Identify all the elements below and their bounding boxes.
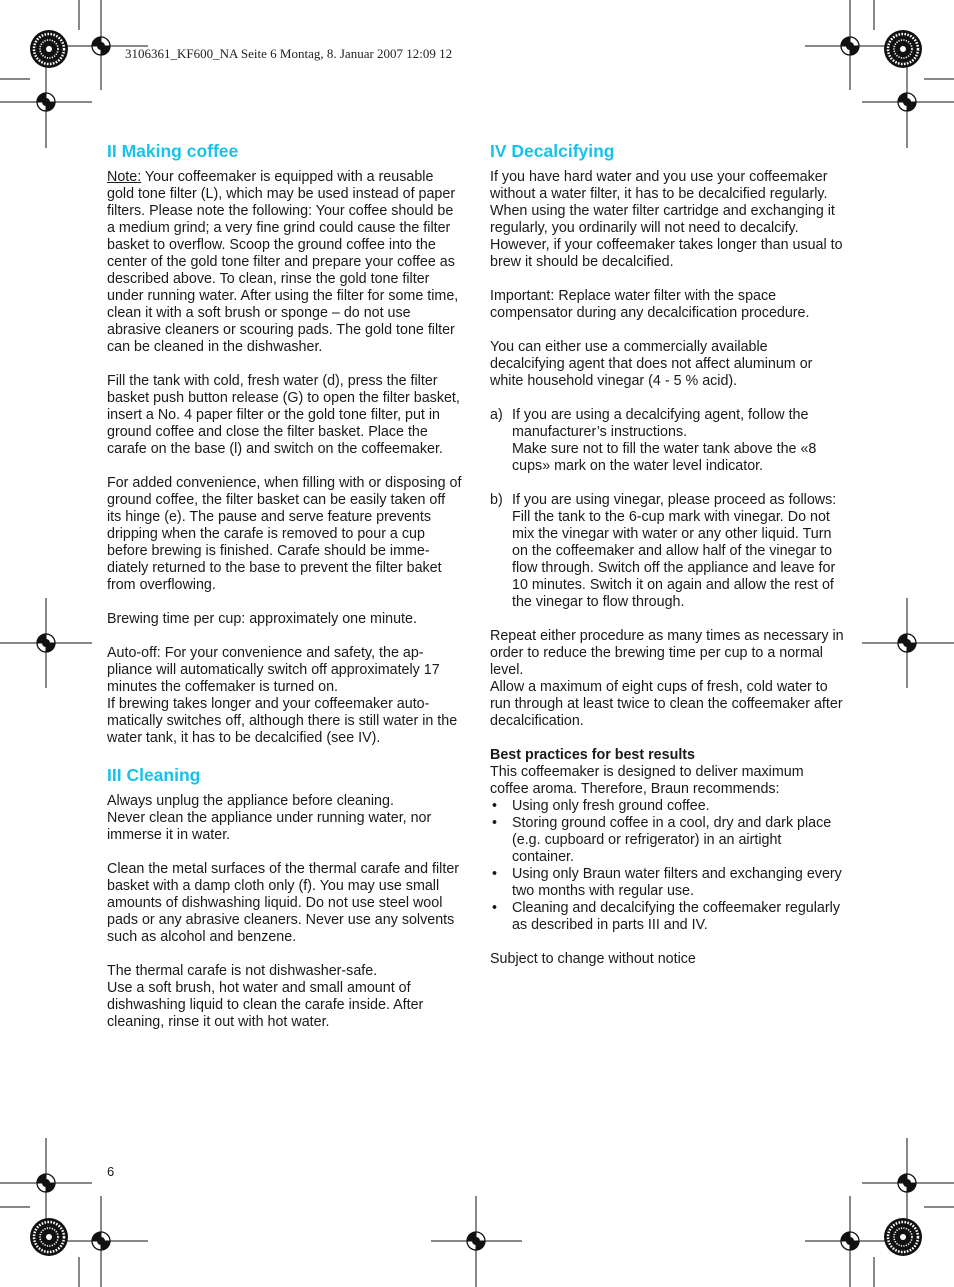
print-slug: 3106361_KF600_NA Seite 6 Montag, 8. Januar 2007 12:09 12 (125, 46, 453, 61)
unplug-paragraph: Always unplug the appliance before cleaning. (107, 793, 394, 809)
best-practices-heading: Best practices for best results (490, 747, 696, 763)
not-dishwasher-safe-paragraph: The thermal carafe is not dishwasher-safe. (107, 963, 378, 979)
list-item: a) If you are using a decalcifying agent, follow the manufacturer’s instructions. Make sure not to fill the water tank above the «8 cups» mark on the water level indicator. (490, 407, 817, 474)
list-item: • Storing ground coffee in a cool, dry and dark place (e.g. cupboard or refrigerator) in an airtight container. (492, 815, 832, 865)
brewing-time-paragraph: Brewing time per cup: approximately one minute. (107, 611, 417, 627)
page-number: 6 (107, 1164, 115, 1179)
heading-cleaning: III Cleaning (107, 765, 201, 785)
decalcify-steps-b (490, 492, 846, 611)
decalcify-steps-a (490, 407, 846, 475)
fill-tank-paragraph: Fill the tank with cold, fresh water (d), press the filter basket push button release (G) to open the filter basket, insert a No. 4 paper filter or the gold tone filter, put in ground coffee and close the filter basket. Place the carafe on the base (l) and switch on the coffeemaker. (107, 373, 460, 457)
note-text: Your coffeemaker is equipped with a reusable gold tone filter (L), which may be used instead of paper filters. Please note the following: Your coffee should be a medium grind; a very fine grind could cause the filter basket to overflow. Scoop the ground coffee into the center of the gold tone filter and prepare your coffee as described above. To clean, rinse the gold tone filter under running water. After using the filter for some time, clean it with a soft brush or sponge – do not use abrasive cleaners or scouring pads. The gold tone filter can be cleaned in the dishwasher. (107, 169, 459, 355)
subject-to-change-note: Subject to change without notice (490, 951, 696, 967)
soft-brush-paragraph: Use a soft brush, hot water and small amount of dishwashing liquid to clean the carafe inside. After cleaning, rinse it out with hot water. (107, 980, 424, 1030)
hard-water-paragraph: If you have hard water and you use your coffeemaker without a water filter, it has to be decalcified regularly. When using the water filter cartridge and exchanging it regularly, you ordinarily will not need to decalcify. However, if your coffeemaker takes longer than usual to brew it should be decalcified. (490, 169, 843, 270)
repeat-paragraph: Repeat either procedure as many times as necessary in order to reduce the brewing time per cup to a normal level. (490, 628, 844, 678)
list-item: • Cleaning and decalcifying the coffeemaker regularly as described in parts III and IV. (492, 900, 840, 933)
metal-surfaces-paragraph: Clean the metal surfaces of the thermal carafe and filter basket with a damp cloth only (f). You may use small amounts of dishwashing liquid. Do not use steel wool pads or any abrasive cleaners. Never use any solvents such as alcohol and benzene. (107, 861, 460, 945)
convenience-paragraph: For added convenience, when filling with or disposing of ground coffee, the filter basket can be easily taken off its hinge (e). The pause and serve feature prevents dripping when the carafe is removed to pour a cup before brewing is finished. Carafe should be imme-diately returned to the base to prevent the filter baket from overflowing. (107, 475, 462, 593)
rinse-paragraph: Allow a maximum of eight cups of fresh, cold water to run through at least twice to clean the coffeemaker after decalcification. (490, 679, 843, 729)
heading-making-coffee: II Making coffee (107, 141, 239, 161)
auto-off-paragraph: Auto-off: For your convenience and safety, the ap-pliance will automatically switch off approximately 17 minutes the coffemaker is turned on. (107, 645, 440, 695)
right-column (490, 140, 846, 985)
list-item: b) If you are using vinegar, please proceed as follows: Fill the tank to the 6-cup mark with vinegar. Do not mix the vinegar with water or any other liquid. Turn on the coffeemaker and allow half of the vinegar to flow through. Switch off the appliance and leave for 10 minutes. Switch it on again and allow the rest of the vinegar to flow through. (490, 492, 837, 610)
list-item: • Using only fresh ground coffee. (492, 798, 710, 814)
left-column (107, 140, 463, 1048)
best-practices-list (490, 798, 846, 934)
note-label: Note: (107, 169, 142, 185)
auto-off-decalcify-paragraph: If brewing takes longer and your coffeemaker auto-matically switches off, although there is still water in the water tank, it has to be decalcified (see IV). (107, 696, 458, 746)
item-label: a) (490, 407, 503, 423)
heading-decalcifying: IV Decalcifying (490, 141, 615, 161)
never-clean-paragraph: Never clean the appliance under running water, nor immerse it in water. (107, 810, 432, 843)
note-paragraph (107, 169, 463, 356)
list-item: • Using only Braun water filters and exchanging every two months with regular use. (492, 866, 842, 899)
best-practices-intro: This coffeemaker is designed to deliver maximum coffee aroma. Therefore, Braun recommends: (490, 764, 804, 797)
agent-paragraph: You can either use a commercially available decalcifying agent that does not affect aluminum or white household vinegar (4 - 5 % acid). (490, 339, 813, 389)
item-label: b) (490, 492, 503, 508)
important-paragraph: Important: Replace water filter with the space compensator during any decalcification procedure. (490, 288, 810, 321)
